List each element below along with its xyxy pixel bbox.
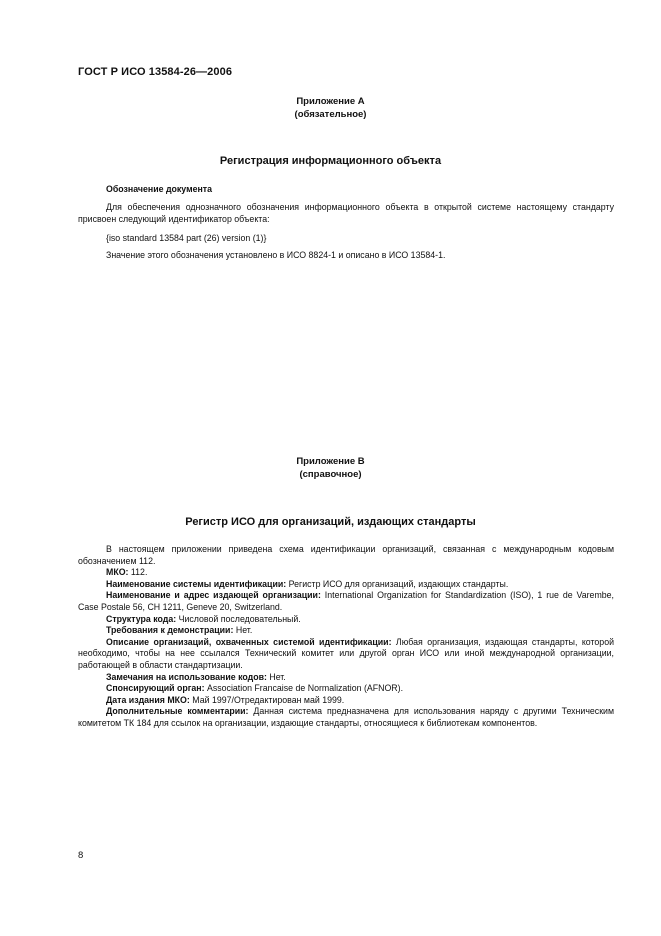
field-sponsoring-body xyxy=(78,683,614,695)
annex-a-status: (обязательное) xyxy=(294,109,367,120)
field-label: Структура кода: xyxy=(106,613,177,624)
field-label: Наименование и адрес издающей организации: xyxy=(106,590,321,601)
field-value: International Organization for Standardization (ISO), 1 rue de Varembe, Case Postale 56, CH 1211, Geneve 20, Switzerland. xyxy=(78,590,615,612)
annex-a-paragraph-2: Значение этого обозначения установлено в ИСО 8824-1 и описано в ИСО 13584-1. xyxy=(106,250,446,260)
field-value: 112. xyxy=(128,567,148,578)
field-label: Спонсирующий орган: xyxy=(106,683,205,694)
field-value: Association Francaise de Normalization (AFNOR). xyxy=(204,683,404,694)
field-label: МКО: xyxy=(106,567,129,578)
annex-a-title-block xyxy=(0,95,661,121)
field-label: Описание организаций, охваченных системой идентификации: xyxy=(106,636,392,647)
field-label: Замечания на использование кодов: xyxy=(106,671,267,682)
field-value: Регистр ИСО для организаций, издающих стандарты. xyxy=(286,578,509,589)
annex-b-title: Приложение В xyxy=(296,456,365,467)
annex-a-identifier: {iso standard 13584 part (26) version (1)} xyxy=(106,233,267,243)
annex-a-paragraph-1: Для обеспечения однозначного обозначения информационного объекта в открытой системе настоящему стандарту присвоен следующий идентификатор объекта: xyxy=(78,202,614,224)
field-value: Любая организация, издающая стандарты, которой необходимо, чтобы на нее ссылался Технический комитет или другой орган ИСО или иной международной организации, работающей в области стандартизации. xyxy=(78,636,615,670)
field-organizations-description xyxy=(78,637,614,672)
annex-b-intro: В настоящем приложении приведена схема идентификации организаций, связанная с международным кодовым обозначением 112. xyxy=(78,544,614,566)
field-code-structure xyxy=(78,614,614,626)
field-additional-comments xyxy=(78,706,614,729)
field-value: Май 1997/Отредактирован май 1999. xyxy=(189,694,345,705)
field-label: Дата издания МКО: xyxy=(106,694,190,705)
annex-b-title-block xyxy=(0,455,661,481)
annex-a-title: Приложение А xyxy=(296,96,365,107)
document-code: ГОСТ Р ИСО 13584-26—2006 xyxy=(78,66,233,78)
field-label: Требования к демонстрации: xyxy=(106,625,234,636)
annex-a-heading: Регистрация информационного объекта xyxy=(219,155,442,167)
field-value: Нет. xyxy=(266,671,286,682)
field-mko-issue-date xyxy=(78,695,614,707)
annex-a-subheading: Обозначение документа xyxy=(106,184,213,194)
field-issuing-organization xyxy=(78,590,614,613)
field-value: Данная система предназначена для использования наряду с другими Техническим комитетом ТК 184 для ссылок на организации, издающие стандарты, относящиеся к библиотекам компонентов. xyxy=(78,706,615,728)
annex-b-heading: Регистр ИСО для организаций, издающих стандарты xyxy=(185,516,476,528)
field-label: Дополнительные комментарии: xyxy=(106,706,249,717)
annex-b-body xyxy=(78,544,614,730)
field-mko xyxy=(78,567,614,579)
field-display-requirements xyxy=(78,625,614,637)
field-value: Числовой последовательный. xyxy=(176,613,301,624)
field-identification-system xyxy=(78,579,614,591)
field-value: Нет. xyxy=(233,625,253,636)
page-number: 8 xyxy=(78,850,84,861)
field-code-usage-notes xyxy=(78,672,614,684)
field-label: Наименование системы идентификации: xyxy=(106,578,287,589)
annex-b-status: (справочное) xyxy=(299,469,362,480)
